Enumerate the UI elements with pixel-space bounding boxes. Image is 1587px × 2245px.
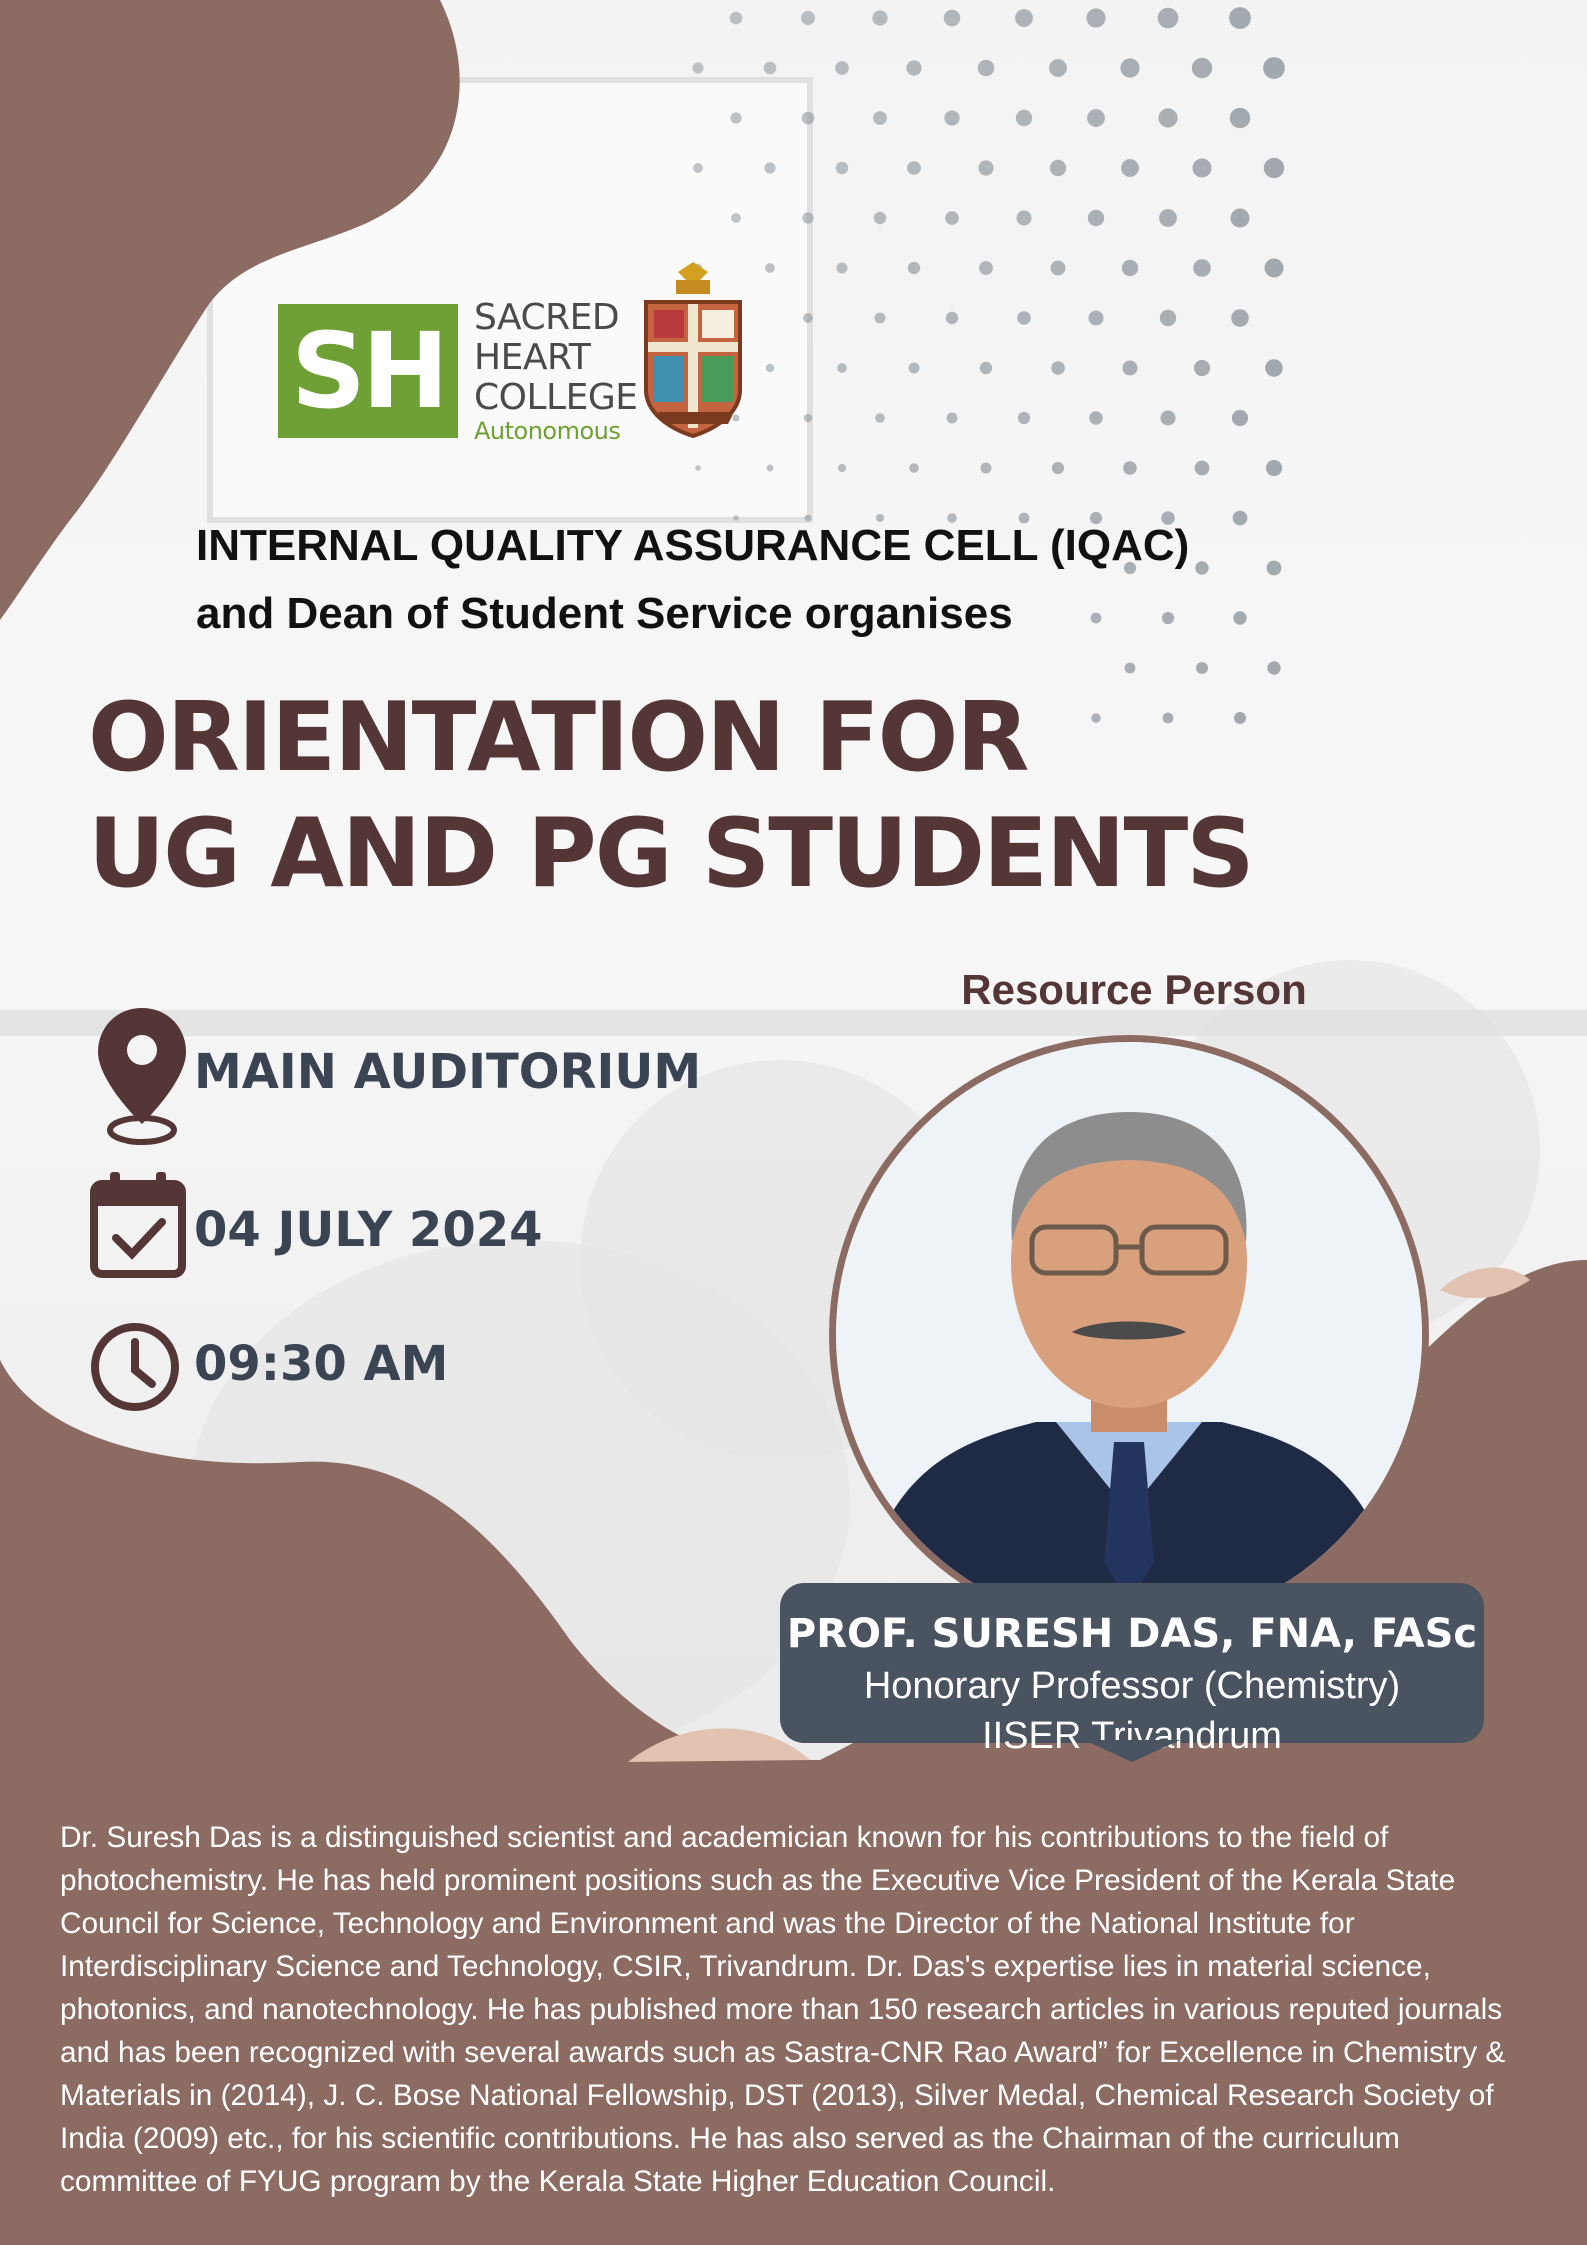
college-name-line2: HEART	[474, 337, 591, 378]
date-text: 04 JULY 2024	[194, 1202, 543, 1258]
college-name	[474, 298, 637, 444]
resource-person-role: Honorary Professor (Chemistry)	[863, 1665, 1401, 1707]
college-logo-mark: SH	[278, 304, 458, 438]
location-pin-icon	[94, 1006, 190, 1146]
portrait-illustration	[836, 1042, 1422, 1628]
organiser-text	[196, 512, 1189, 648]
college-name-line1: SACRED	[474, 297, 620, 338]
venue-text: MAIN AUDITORIUM	[194, 1044, 702, 1100]
organiser-line1: INTERNAL QUALITY ASSURANCE CELL (IQAC)	[196, 521, 1190, 570]
calendar-check-icon	[90, 1172, 186, 1278]
organiser-line2: and Dean of Student Service organises	[196, 589, 1013, 638]
badge-pointer	[1084, 1740, 1180, 1762]
event-title	[88, 680, 1253, 912]
resource-person-label: Resource Person	[961, 966, 1307, 1013]
time-text: 09:30 AM	[194, 1336, 449, 1392]
event-title-line1: ORIENTATION FOR	[88, 683, 1028, 793]
clock-icon	[90, 1322, 180, 1412]
college-crest-icon	[638, 262, 748, 442]
resource-person-photo	[829, 1035, 1429, 1635]
college-name-line3: COLLEGE	[474, 377, 638, 418]
college-subtitle: Autonomous	[474, 417, 621, 445]
resource-person-bio: Dr. Suresh Das is a distinguished scientist and academician known for his contributions to the field of photochemistry. He has held prominent positions such as the Executive Vice President of the Kerala State Council for Science, Technology and Environment and was the Director of the National Institute for Interdisciplinary Science and Technology, CSIR, Trivandrum. Dr. Das's expertise lies in material science, photonics, and nanotechnology. He has published more than 150 research articles in various reputed journals and has been recognized with several awards such as Sastra-CNR Rao Award” for Excellence in Chemistry & Materials in (2014), J. C. Bose National Fellowship, DST (2013), Silver Medal, Chemical Research Society of India (2009) etc., for his scientific contributions. He has also served as the Chairman of the curriculum committee of FYUG program by the Kerala State Higher Education Council.	[60, 1821, 1506, 2198]
resource-person-name: PROF. SURESH DAS, FNA, FASc	[786, 1611, 1478, 1657]
event-title-line2: UG AND PG STUDENTS	[88, 799, 1253, 909]
resource-person-badge	[780, 1583, 1484, 1757]
resource-person-institution: IISER Trivandrum	[982, 1715, 1282, 1757]
